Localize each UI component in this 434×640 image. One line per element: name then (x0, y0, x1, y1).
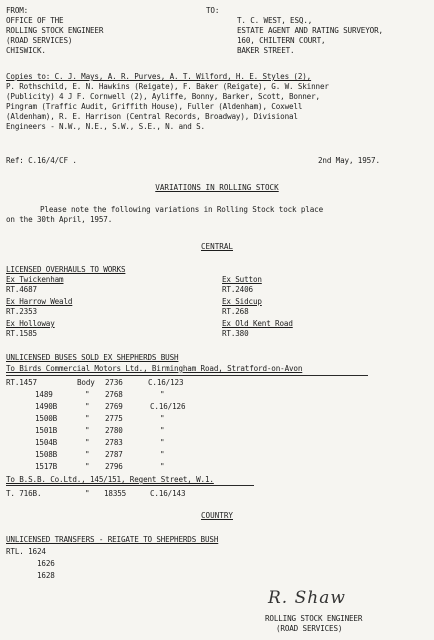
body-number: 2783 (105, 438, 123, 447)
body-number: 2769 (105, 402, 123, 411)
vehicle-number: 1626 (37, 559, 55, 568)
vehicle-number: RT.1585 (6, 329, 37, 338)
copies-line: Engineers - N.W., N.E., S.W., S.E., N. and S. (6, 122, 205, 131)
to-line: 160, CHILTERN COURT, (237, 36, 326, 45)
from-line: OFFICE OF THE (6, 16, 64, 25)
bus-number: 1504B (35, 438, 58, 447)
copies-line: (Aldenham), R. E. Harrison (Central Records, Broadway), Divisional (6, 112, 298, 121)
overhauls-heading: LICENSED OVERHAULS TO WORKS (6, 265, 126, 274)
body-label: " (85, 438, 90, 447)
copies-line: P. Rothschild, E. N. Hawkins (Reigate), F. Baker (Reigate), G. W. Skinner (6, 82, 329, 91)
to-line: ESTATE AGENT AND RATING SURVEYOR, (237, 26, 383, 35)
depot-name: Ex Harrow Weald (6, 297, 73, 306)
to-line: T. C. WEST, ESQ., (237, 16, 313, 25)
body-number: 2736 (105, 378, 123, 387)
file-ref: C.16/123 (148, 378, 184, 387)
body-label: " (85, 390, 90, 399)
body-number: 2780 (105, 426, 123, 435)
body-label: " (85, 450, 90, 459)
copies-line: (Publicity) 4 J F. Cornwell (2), Ayliffe, Bonny, Barker, Scott, Bonner, (6, 92, 320, 101)
file-ref: " (160, 462, 165, 471)
bus-number: T. 716B. (6, 489, 42, 498)
bus-number: 1508B (35, 450, 58, 459)
from-line: CHISWICK. (6, 46, 46, 55)
vehicle-number: RT.2353 (6, 307, 37, 316)
file-ref: " (160, 414, 165, 423)
section-heading-country: COUNTRY (200, 511, 233, 520)
bus-number: 1501B (35, 426, 58, 435)
body-number: 2775 (105, 414, 123, 423)
from-label: FROM: (6, 6, 29, 15)
bus-number: 1490B (35, 402, 58, 411)
body-number: 2768 (105, 390, 123, 399)
bus-number: 1517B (35, 462, 58, 471)
rule-line (6, 485, 254, 486)
sold-heading: UNLICENSED BUSES SOLD EX SHEPHERDS BUSH (6, 353, 179, 362)
memo-title: VARIATIONS IN ROLLING STOCK (155, 183, 279, 192)
depot-name: Ex Sidcup (222, 297, 262, 306)
transfers-heading: UNLICENSED TRANSFERS - REIGATE TO SHEPHERDS BUSH (6, 535, 219, 544)
to-label: TO: (206, 6, 220, 15)
body-label: " (85, 489, 90, 498)
copies-line: Copies to: C. J. Mays, A. R. Purves, A. T. Wilford, H. E. Styles (2), (6, 72, 312, 81)
intro-line: on the 30th April, 1957. (6, 215, 113, 224)
signatory-title: ROLLING STOCK ENGINEER (265, 614, 363, 623)
signatory-title: (ROAD SERVICES) (276, 624, 343, 633)
vehicle-number: RT.4687 (6, 285, 37, 294)
rule-line (6, 375, 368, 376)
file-ref: " (160, 438, 165, 447)
body-number: 2787 (105, 450, 123, 459)
to-line: BAKER STREET. (237, 46, 295, 55)
vehicle-number: RT.268 (222, 307, 249, 316)
reference: Ref: C.16/4/CF . (6, 156, 77, 165)
file-ref: " (160, 450, 165, 459)
body-label: " (85, 462, 90, 471)
vehicle-number: RT.2406 (222, 285, 253, 294)
from-line: (ROAD SERVICES) (6, 36, 73, 45)
depot-name: Ex Sutton (222, 275, 262, 284)
file-ref: " (160, 426, 165, 435)
depot-name: Ex Holloway (6, 319, 55, 328)
bsb-heading: To B.S.B. Co.Ltd., 145/151, Regent Street, W.1. (6, 475, 214, 484)
body-label: " (85, 414, 90, 423)
birds-heading: To Birds Commercial Motors Ltd., Birmingham Road, Stratford-on-Avon (6, 364, 303, 373)
body-label: " (85, 426, 90, 435)
bus-number: 1489 (35, 390, 53, 399)
vehicle-number: RT.380 (222, 329, 249, 338)
vehicle-number: RTL. 1624 (6, 547, 46, 556)
intro-line: Please note the following variations in Rolling Stock tock place (40, 205, 323, 214)
body-number: 2796 (105, 462, 123, 471)
copies-line: Pingram (Traffic Audit, Griffith House), Fuller (Aldenham), Coxwell (6, 102, 303, 111)
body-label: Body (77, 378, 95, 387)
bus-number: RT.1457 (6, 378, 37, 387)
from-line: ROLLING STOCK ENGINEER (6, 26, 104, 35)
handwritten-signature: R. Shaw (268, 588, 346, 608)
memo-date: 2nd May, 1957. (318, 156, 380, 165)
body-label: " (85, 402, 90, 411)
file-ref: C.16/126 (150, 402, 186, 411)
bus-number: 1500B (35, 414, 58, 423)
vehicle-number: 1628 (37, 571, 55, 580)
file-ref: C.16/143 (150, 489, 186, 498)
depot-name: Ex Old Kent Road (222, 319, 293, 328)
depot-name: Ex Twickenham (6, 275, 64, 284)
file-ref: " (160, 390, 165, 399)
body-number: 18355 (104, 489, 127, 498)
section-heading-central: CENTRAL (200, 242, 233, 251)
